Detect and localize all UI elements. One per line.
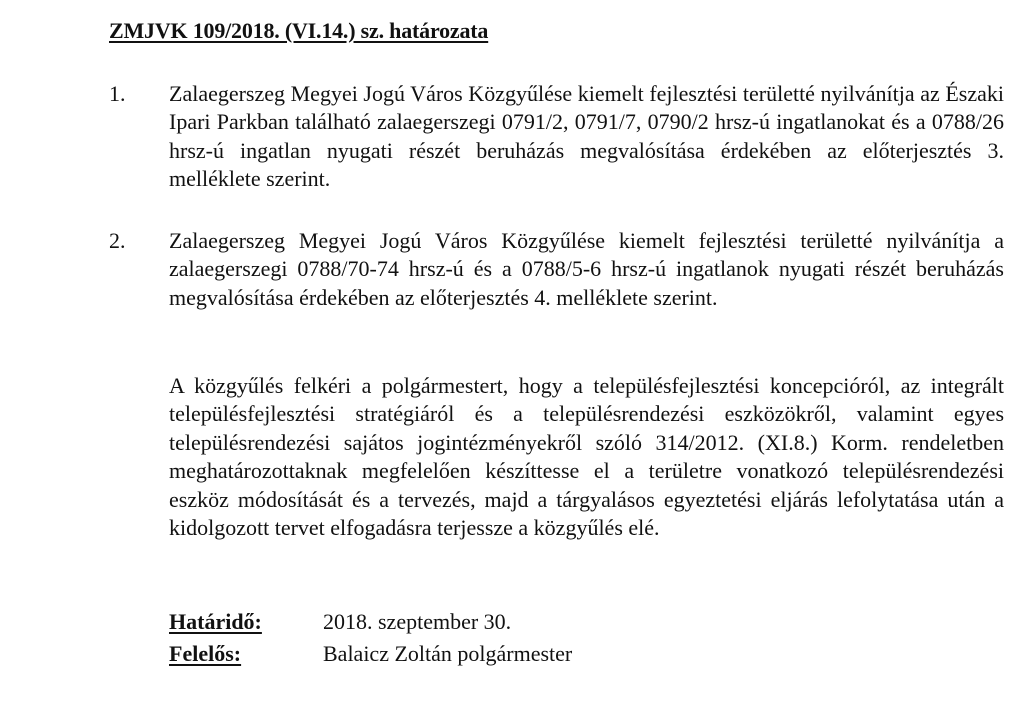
deadline-label: Határidő: (169, 609, 262, 634)
item-number: 2. (109, 228, 126, 253)
responsible-value: Balaicz Zoltán polgármester (323, 641, 573, 666)
deadline-value: 2018. szeptember 30. (323, 609, 512, 634)
resolution-title: ZMJVK 109/2018. (VI.14.) sz. határozata (109, 18, 489, 43)
mandate-paragraph: A közgyűlés felkéri a polgármestert, hogy a településfejlesztési koncepcióról, az integrált településfejlesztési stratégiáról és a településrendezési eszközökről, valamint egyes településrendezési sajátos jogintézményekről szóló 314/2012. (XI.8.) Korm. rendeletben meghatározottaknak megfelelően készíttesse el a területre vonatkozó településrendezési eszköz módosítását és a tervezés, majd a tárgyalásos egyeztetési eljárás lefolytatása után a kidolgozott tervet elfogadásra terjessze a közgyűlés elé. (169, 373, 1004, 541)
item-text: Zalaegerszeg Megyei Jogú Város Közgyűlése kiemelt fejlesztési területté nyilvánítja az Északi Ipari Parkban található zalaegerszegi 0791/2, 0791/7, 0790/2 hrsz-ú ingatlanokat és a 0788/26 hrsz-ú ingatlan nyugati részét beruházás megvalósítása érdekében az előterjesztés 3. melléklete szerint. (169, 81, 1004, 192)
item-number: 1. (109, 81, 126, 106)
item-text: Zalaegerszeg Megyei Jogú Város Közgyűlése kiemelt fejlesztési területté nyilvánítja a zalaegerszegi 0788/70-74 hrsz-ú és a 0788/5-6 hrsz-ú ingatlanok nyugati részét beruházás megvalósítása érdekében az előterjesztés 4. melléklete szerint. (169, 228, 1004, 310)
responsible-label: Felelős: (169, 641, 242, 666)
responsible-row (169, 640, 572, 668)
deadline-row (169, 608, 511, 636)
